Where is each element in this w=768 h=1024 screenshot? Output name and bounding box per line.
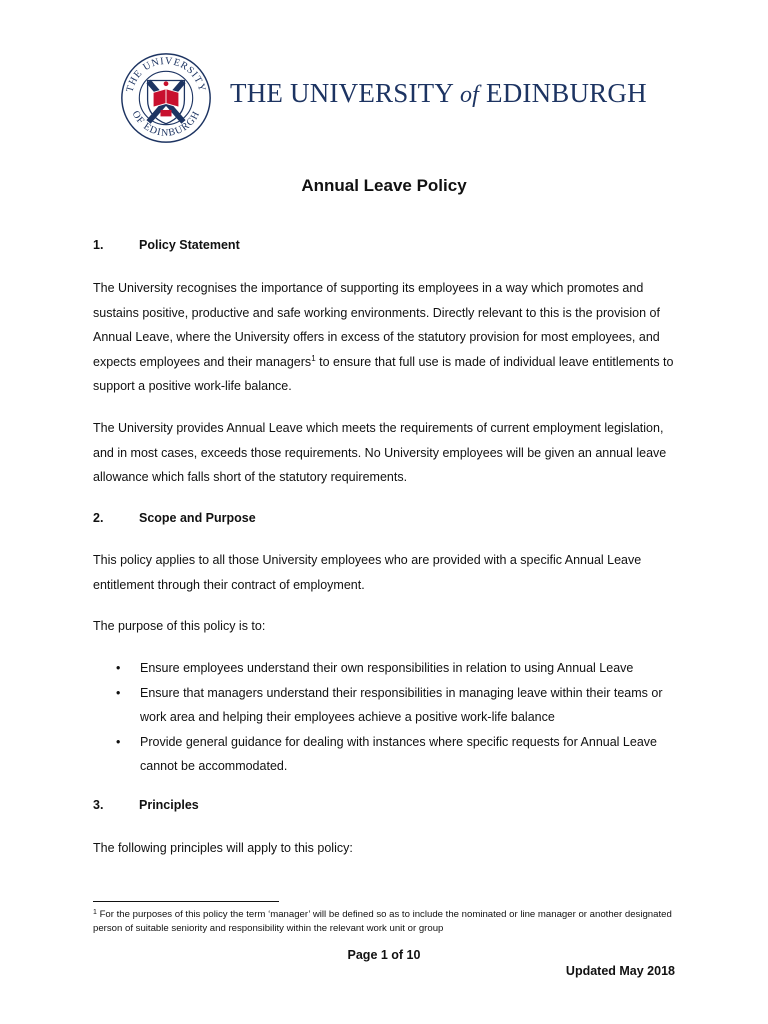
footnote (93, 908, 693, 936)
paragraph-principles-intro: The following principles will apply to this policy: (93, 841, 353, 855)
section-heading-2 (93, 511, 256, 525)
section-heading-3 (93, 798, 199, 812)
svg-text:THE UNIVERSITY: THE UNIVERSITY (124, 55, 208, 94)
university-wordmark (230, 78, 647, 109)
list-item-text: Ensure employees understand their own responsibilities in relation to using Annual Leave (140, 661, 634, 675)
svg-text:OF EDINBURGH: OF EDINBURGH (129, 109, 203, 139)
page-number: Page 1 of 10 (347, 948, 421, 962)
paragraph-purpose-intro: The purpose of this policy is to: (93, 619, 266, 633)
paragraph-policy-statement-1 (93, 276, 683, 399)
list-item (93, 681, 683, 730)
document-title: Annual Leave Policy (301, 176, 467, 195)
list-item (93, 656, 683, 681)
paragraph-text: The University recognises the importance of supporting its employees in a way which promotes and sustains positive, productive and safe working environments. Directly relevant to this is the provision of Annual Leave, where the University offers in excess of the statutory provision for most employees, and expects employees and their managers (93, 281, 660, 369)
footnote-text: For the purposes of this policy the term ‘manager’ will be defined so as to include the nominated or line manager or another designated person of suitable seniority and responsibility within the relevant work unit or group (93, 909, 672, 934)
footnote-reference[interactable]: 1 (311, 353, 316, 363)
paragraph-policy-statement-2: The University provides Annual Leave which meets the requirements of current employment legislation, and in most cases, exceeds those requirements. No University employees will be given an annual leave allowance which falls short of the statutory requirements. (93, 421, 667, 484)
bullet-icon: • (116, 661, 121, 675)
purpose-bullet-list (93, 656, 683, 779)
section-number: 2. (93, 511, 104, 525)
section-number: 1. (93, 238, 104, 252)
university-seal-logo (120, 52, 212, 144)
paragraph-text-continued: to ensure that full use is made of individual leave entitlements to support a positive work-life balance. (93, 354, 674, 393)
wordmark-of: of (459, 82, 480, 108)
footnote-marker: 1 (93, 909, 97, 916)
list-item (93, 730, 683, 779)
section-title: Scope and Purpose (139, 511, 256, 525)
bullet-icon: • (116, 734, 121, 749)
section-title: Policy Statement (139, 238, 240, 252)
updated-date: Updated May 2018 (565, 964, 675, 978)
paragraph-scope: This policy applies to all those University employees who are provided with a specific Annual Leave entitlement through their contract of employment. (93, 553, 642, 592)
section-number: 3. (93, 798, 104, 812)
wordmark-part2: EDINBURGH (479, 78, 647, 108)
section-heading-1 (93, 238, 240, 252)
bullet-icon: • (116, 685, 121, 700)
list-item-text: Ensure that managers understand their responsibilities in managing leave within their teams or work area and helping their employees achieve a positive work-life balance (140, 685, 663, 724)
wordmark-part1: THE UNIVERSITY (230, 78, 460, 108)
section-title: Principles (139, 798, 199, 812)
footnote-divider (93, 901, 279, 902)
list-item-text: Provide general guidance for dealing with instances where specific requests for Annual Leave cannot be accommodated. (140, 734, 657, 773)
